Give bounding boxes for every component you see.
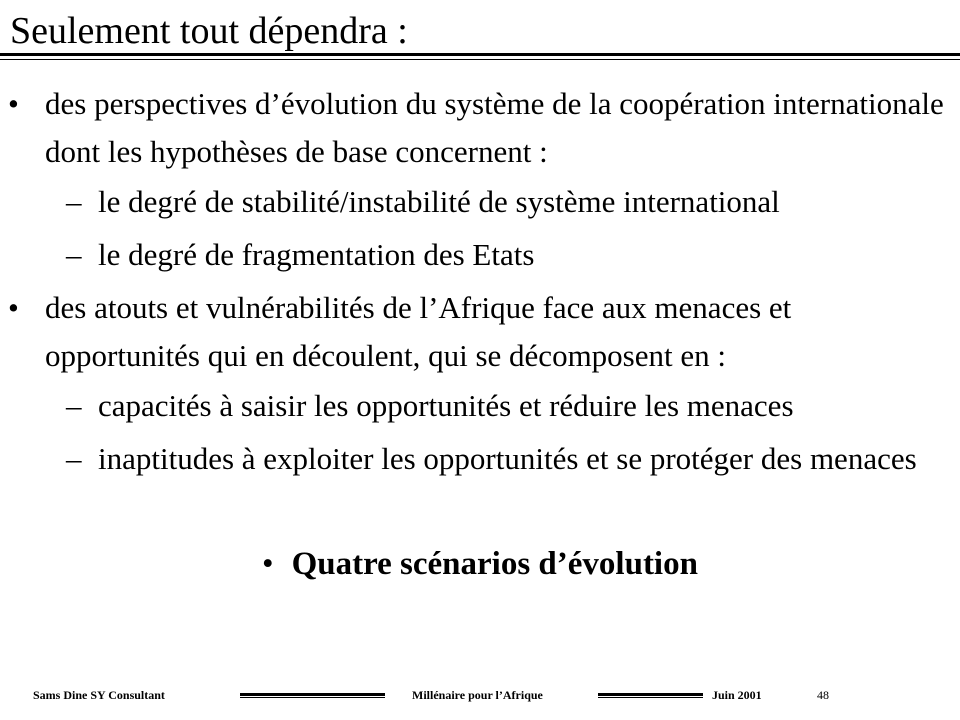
dash-symbol: – [66, 184, 82, 219]
bullet-item [0, 80, 945, 176]
bullet-symbol: • [262, 546, 274, 582]
sub-bullet-item [0, 231, 943, 279]
title-rule-thick [0, 53, 960, 56]
slide-body [0, 80, 960, 488]
bullet-text: des perspectives d’évolution du système de la coopération internationale dont les hypothèses de base concernent : [45, 86, 944, 169]
footer-rule-right [598, 693, 703, 696]
footer-title: Millénaire pour l’Afrique [412, 688, 543, 702]
bullet-symbol: • [8, 86, 19, 121]
bullet-symbol: • [8, 290, 19, 325]
dash-symbol: – [66, 388, 82, 423]
dash-symbol: – [66, 237, 82, 272]
slide-title: Seulement tout dépendra : [10, 10, 408, 52]
sub-bullet-text: le degré de stabilité/instabilité de système international [98, 184, 780, 219]
footer-rule-right-thin [598, 697, 703, 698]
footer-author: Sams Dine SY Consultant [33, 688, 165, 702]
footer-rule-left-thin [240, 697, 385, 698]
title-rule-thin [0, 59, 960, 60]
sub-bullet-text: le degré de fragmentation des Etats [98, 237, 535, 272]
dash-symbol: – [66, 441, 82, 476]
sub-bullet-item [0, 435, 943, 483]
sub-bullet-item [0, 382, 943, 430]
highlight-bullet [0, 540, 960, 588]
sub-bullet-item [0, 178, 943, 226]
bullet-item [0, 284, 945, 380]
bullet-text: des atouts et vulnérabilités de l’Afrique face aux menaces et opportunités qui en découlent, qui se décomposent en : [45, 290, 792, 373]
page-number: 48 [817, 688, 829, 702]
slide-footer [0, 688, 960, 704]
sub-bullet-text: capacités à saisir les opportunités et réduire les menaces [98, 388, 794, 423]
footer-rule-left [240, 693, 385, 696]
footer-date: Juin 2001 [712, 688, 762, 702]
sub-bullet-text: inaptitudes à exploiter les opportunités et se protéger des menaces [98, 441, 917, 476]
highlight-text: Quatre scénarios d’évolution [291, 546, 698, 582]
